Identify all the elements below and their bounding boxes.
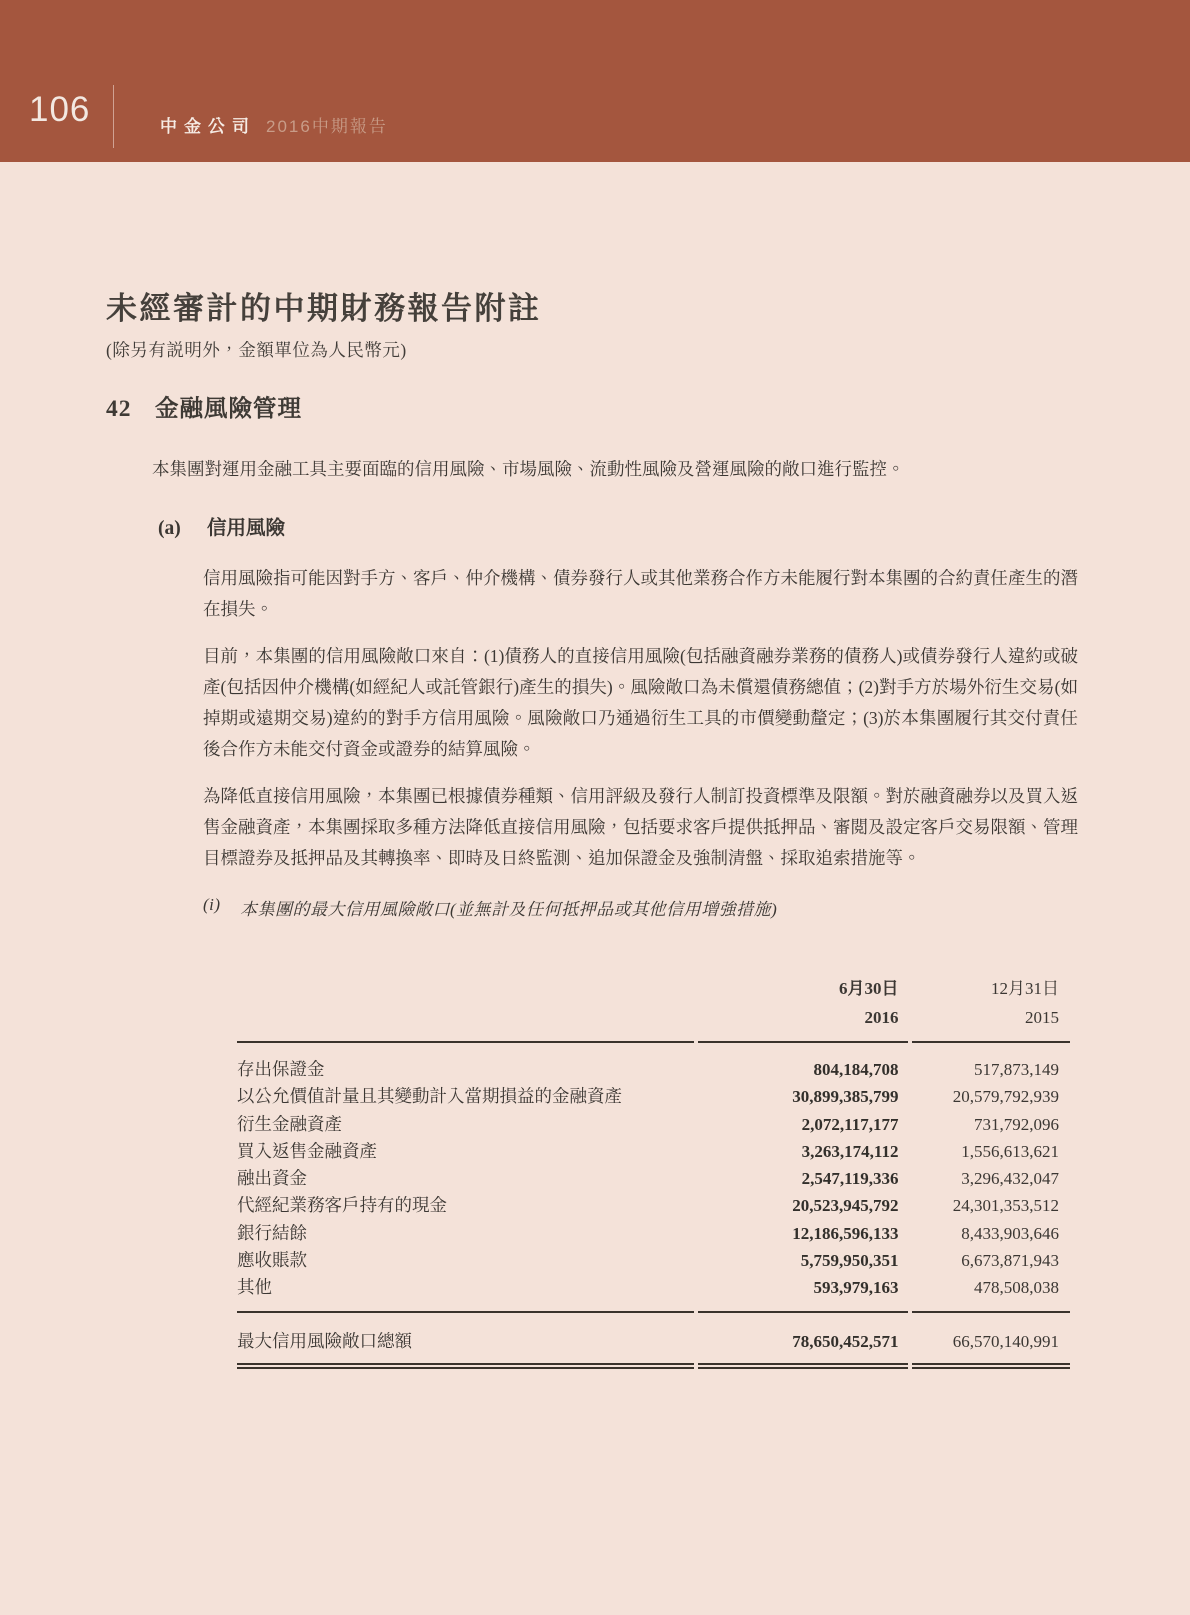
row-label: 融出資金 (237, 1168, 307, 1189)
header-label-cell (237, 974, 694, 1043)
subsection-a-label: (a) (158, 518, 181, 539)
value-2015: 24,301,353,512 (952, 1196, 1059, 1216)
table-row (237, 1274, 1070, 1312)
table-row (237, 1192, 1070, 1219)
page-header-band (0, 0, 1190, 162)
total-label: 最大信用風險敞口總額 (237, 1313, 694, 1369)
value-2016: 593,979,163 (698, 1274, 908, 1312)
table-row (237, 1043, 1070, 1083)
header-2016-date: 6月30日 (838, 979, 899, 998)
table-row (237, 1165, 1070, 1192)
header-2015-date: 12月31日 (991, 979, 1059, 998)
value-2015: 20,579,792,939 (952, 1087, 1059, 1107)
value-2016: 30,899,385,799 (792, 1087, 899, 1107)
document-subtitle: (除另有説明外，金額單位為人民幣元) (106, 340, 407, 360)
paragraph: 為降低直接信用風險，本集團已根據債券種類、信用評級及發行人制訂投資標準及限額。對於融資融券以及買入返售金融資產，本集團採取多種方法降低直接信用風險，包括要求客戶提供抵押品、審閲及設定客戶交易限額、管理目標證券及抵押品及其轉換率、即時及日終監測、追加保證金及強制清盤、採取追索措施等。 (203, 786, 1078, 868)
value-2015: 517,873,149 (974, 1060, 1059, 1079)
max-credit-exposure-table (233, 974, 1074, 1369)
table-header-row (237, 974, 1070, 1043)
value-2015: 8,433,903,646 (961, 1223, 1059, 1243)
row-label: 其他 (237, 1274, 694, 1312)
company-name: 中金公司 (160, 117, 256, 136)
row-label: 以公允價值計量且其變動計入當期損益的金融資產 (237, 1086, 622, 1107)
table-row (237, 1111, 1070, 1138)
document-body (0, 283, 1190, 1369)
total-value-2016: 78,650,452,571 (698, 1313, 908, 1369)
table-row (237, 1083, 1070, 1110)
value-2016: 20,523,945,792 (792, 1196, 899, 1216)
subsection-a-heading (158, 512, 1078, 540)
header-2016 (698, 974, 908, 1043)
subsection-a (158, 512, 1078, 1369)
value-2016: 5,759,950,351 (800, 1251, 899, 1271)
section-heading (106, 389, 1078, 423)
section-number: 42 (106, 396, 132, 422)
value-2016: 3,263,174,112 (801, 1141, 899, 1161)
value-2016: 804,184,708 (813, 1060, 899, 1079)
value-2015: 6,673,871,943 (961, 1251, 1059, 1271)
header-divider (113, 85, 114, 148)
table-row (237, 1247, 1070, 1274)
row-label: 代經紀業務客戶持有的現金 (237, 1195, 447, 1216)
row-label: 存出保證金 (237, 1059, 325, 1079)
row-label: 應收賬款 (237, 1250, 307, 1271)
item-i-heading (203, 895, 1078, 920)
paragraph: 目前，本集團的信用風險敞口來自：(1)債務人的直接信用風險(包括融資融券業務的債務人)或債券發行人違約或破產(包括因仲介機構(如經紀人或託管銀行)產生的損失)。風險敞口為未償還債務總值；(2)對手方於場外衍生交易(如掉期或遠期交易)違約的對手方信用風險。風險敞口乃通過衍生工具的市價變動釐定；(3)於本集團履行其交付責任後合作方未能交付資金或證券的結算風險。 (203, 646, 1078, 759)
header-2015 (912, 974, 1070, 1043)
value-2016: 2,072,117,177 (801, 1114, 899, 1134)
value-2015: 1,556,613,621 (961, 1141, 1059, 1161)
value-2016: 2,547,119,336 (801, 1169, 899, 1189)
paragraph: 信用風險指可能因對手方、客戶、仲介機構、債券發行人或其他業務合作方未能履行對本集團的合約責任產生的潛在損失。 (203, 568, 1078, 619)
subsection-a-body (203, 563, 1078, 1369)
total-value-2015: 66,570,140,991 (912, 1313, 1070, 1369)
item-i-label: (i) (203, 895, 221, 914)
page-number: 106 (29, 90, 91, 129)
table-total-row (237, 1313, 1070, 1369)
subsection-a-title: 信用風險 (207, 518, 286, 539)
value-2015: 478,508,038 (912, 1274, 1070, 1312)
row-label: 衍生金融資產 (237, 1113, 342, 1134)
section-intro-paragraph: 本集團對運用金融工具主要面臨的信用風險、市場風險、流動性風險及營運風險的敞口進行監控。 (152, 459, 905, 479)
section-title: 金融風險管理 (155, 396, 302, 422)
report-title: 2016中期報告 (266, 117, 388, 136)
document-title: 未經審計的中期財務報告附註 (106, 291, 542, 326)
header-2015-year: 2015 (1025, 1008, 1059, 1027)
row-label: 買入返售金融資產 (237, 1140, 377, 1161)
header-2016-year: 2016 (864, 1008, 899, 1027)
value-2015: 731,792,096 (974, 1114, 1059, 1134)
item-i-text: 本集團的最大信用風險敞口(並無計及任何抵押品或其他信用增強措施) (240, 900, 778, 919)
value-2015: 3,296,432,047 (961, 1169, 1059, 1189)
value-2016: 12,186,596,133 (792, 1223, 899, 1243)
table-row (237, 1220, 1070, 1247)
row-label: 銀行結餘 (237, 1222, 307, 1243)
table-row (237, 1138, 1070, 1165)
